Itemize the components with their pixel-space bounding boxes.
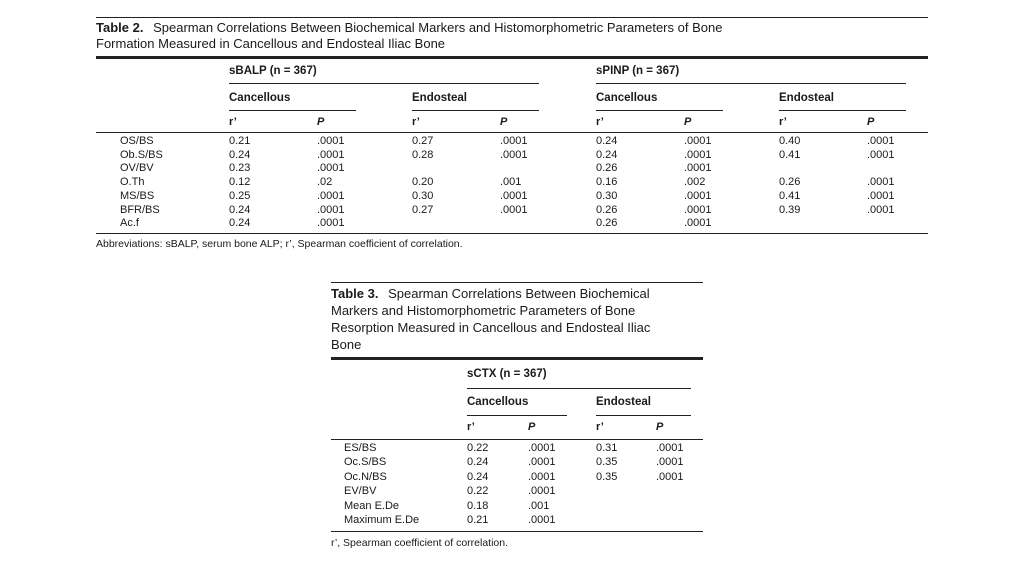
rule xyxy=(96,17,928,18)
row-parameter: Oc.S/BS xyxy=(344,456,387,469)
col-header-r: r’ xyxy=(596,116,604,128)
rule xyxy=(331,531,703,532)
rule xyxy=(96,233,928,234)
row-parameter: OV/BV xyxy=(120,162,154,175)
group-header-sctx: sCTX (n = 367) xyxy=(467,368,547,380)
table-2-caption xyxy=(96,20,722,36)
cell-sbalp-endosteal-r: 0.30 xyxy=(412,189,434,202)
cell-sctx-cancellous-r: 0.24 xyxy=(467,470,489,483)
cell-sctx-cancellous-p: .001 xyxy=(528,499,550,512)
row-parameter: MS/BS xyxy=(120,189,155,202)
col-header-r: r’ xyxy=(412,116,420,128)
cell-sbalp-endosteal-p: .0001 xyxy=(500,135,528,147)
cell-spinp-cancellous-p: .0001 xyxy=(684,162,712,175)
rule xyxy=(229,83,539,84)
cell-spinp-cancellous-p: .002 xyxy=(684,176,706,189)
col-header-p: P xyxy=(656,421,664,433)
row-parameter: OS/BS xyxy=(120,135,154,147)
cell-spinp-cancellous-r: 0.26 xyxy=(596,162,618,175)
cell-sbalp-cancellous-p: .0001 xyxy=(317,189,345,202)
cell-spinp-cancellous-r: 0.26 xyxy=(596,217,618,230)
cell-sbalp-cancellous-p: .0001 xyxy=(317,148,345,161)
cell-sbalp-cancellous-p: .0001 xyxy=(317,135,345,147)
cell-spinp-cancellous-p: .0001 xyxy=(684,203,712,216)
cell-sbalp-cancellous-r: 0.24 xyxy=(229,203,251,216)
row-parameter: Oc.N/BS xyxy=(344,470,387,483)
rule xyxy=(96,56,928,59)
rule xyxy=(331,357,703,360)
cell-sctx-cancellous-r: 0.22 xyxy=(467,485,489,498)
table-3-caption xyxy=(331,286,650,302)
cell-spinp-cancellous-p: .0001 xyxy=(684,189,712,202)
table-3-title-1: Spearman Correlations Between Biochemical xyxy=(388,286,650,301)
sub-header-cancellous: Cancellous xyxy=(467,396,529,408)
rule xyxy=(779,110,906,111)
cell-sctx-endosteal-r: 0.35 xyxy=(596,470,618,483)
row-parameter: O.Th xyxy=(120,176,145,189)
cell-sctx-endosteal-p: .0001 xyxy=(656,456,684,469)
row-parameter: Maximum E.De xyxy=(344,514,420,526)
cell-spinp-cancellous-r: 0.24 xyxy=(596,148,618,161)
cell-spinp-cancellous-p: .0001 xyxy=(684,148,712,161)
cell-sbalp-cancellous-r: 0.25 xyxy=(229,189,251,202)
cell-sbalp-cancellous-r: 0.21 xyxy=(229,135,251,147)
cell-sctx-cancellous-p: .0001 xyxy=(528,442,556,454)
cell-sctx-endosteal-p: .0001 xyxy=(656,442,684,454)
cell-spinp-cancellous-r: 0.16 xyxy=(596,176,618,189)
cell-sbalp-endosteal-p: .001 xyxy=(500,176,522,189)
cell-sctx-cancellous-r: 0.18 xyxy=(467,499,489,512)
cell-sbalp-cancellous-r: 0.12 xyxy=(229,176,251,189)
col-header-p: P xyxy=(684,116,692,128)
rule xyxy=(229,110,356,111)
cell-sbalp-endosteal-r: 0.20 xyxy=(412,176,434,189)
cell-sbalp-cancellous-r: 0.24 xyxy=(229,217,251,230)
col-header-r: r’ xyxy=(596,421,604,433)
cell-sbalp-endosteal-r: 0.27 xyxy=(412,203,434,216)
table-3-title-2: Markers and Histomorphometric Parameters of Bone xyxy=(331,303,636,318)
table-2-label: Table 2. xyxy=(96,20,144,35)
rule xyxy=(467,388,691,389)
cell-spinp-endosteal-r: 0.41 xyxy=(779,148,801,161)
table-3-footnote: r’, Spearman coefficient of correlation. xyxy=(331,537,509,549)
table-3-label: Table 3. xyxy=(331,286,379,301)
cell-spinp-endosteal-r: 0.41 xyxy=(779,189,801,202)
table-2-title-1: Spearman Correlations Between Biochemical Markers and Histomorphometric Parameters of Bone xyxy=(153,20,723,35)
row-parameter: Mean E.De xyxy=(344,499,400,512)
cell-sbalp-cancellous-r: 0.23 xyxy=(229,162,251,175)
table-2-title-2: Formation Measured in Cancellous and Endosteal Iliac Bone xyxy=(96,36,446,51)
cell-sbalp-cancellous-p: .02 xyxy=(317,176,333,189)
cell-sbalp-endosteal-r: 0.28 xyxy=(412,148,434,161)
col-header-p: P xyxy=(500,116,508,128)
sub-header-endosteal: Endosteal xyxy=(596,396,651,408)
cell-spinp-cancellous-r: 0.30 xyxy=(596,189,618,202)
cell-sctx-endosteal-r: 0.31 xyxy=(596,442,618,454)
cell-spinp-cancellous-p: .0001 xyxy=(684,135,712,147)
cell-sbalp-cancellous-p: .0001 xyxy=(317,217,345,230)
rule xyxy=(596,415,691,416)
sub-header-endosteal: Endosteal xyxy=(412,92,467,104)
cell-sbalp-endosteal-r: 0.27 xyxy=(412,135,434,147)
row-parameter: Ob.S/BS xyxy=(120,148,163,161)
col-header-p: P xyxy=(317,116,325,128)
col-header-p: P xyxy=(867,116,875,128)
rule xyxy=(467,415,567,416)
sub-header-cancellous: Cancellous xyxy=(229,92,291,104)
cell-sctx-endosteal-r: 0.35 xyxy=(596,456,618,469)
group-header-spinp: sPINP (n = 367) xyxy=(596,65,680,77)
table-3-title-4: Bone xyxy=(331,337,362,352)
col-header-p: P xyxy=(528,421,536,433)
cell-spinp-endosteal-p: .0001 xyxy=(867,189,895,202)
cell-sbalp-cancellous-p: .0001 xyxy=(317,203,345,216)
cell-sctx-cancellous-r: 0.22 xyxy=(467,442,489,454)
cell-spinp-cancellous-r: 0.26 xyxy=(596,203,618,216)
rule xyxy=(596,110,723,111)
cell-sbalp-endosteal-p: .0001 xyxy=(500,203,528,216)
table-3-title-3: Resorption Measured in Cancellous and Endosteal Iliac xyxy=(331,320,651,335)
cell-sctx-cancellous-r: 0.21 xyxy=(467,514,489,526)
cell-sbalp-cancellous-r: 0.24 xyxy=(229,148,251,161)
row-parameter: BFR/BS xyxy=(120,203,160,216)
rule xyxy=(96,132,928,133)
cell-sctx-cancellous-r: 0.24 xyxy=(467,456,489,469)
row-parameter: EV/BV xyxy=(344,485,377,498)
cell-sctx-cancellous-p: .0001 xyxy=(528,470,556,483)
cell-spinp-endosteal-p: .0001 xyxy=(867,148,895,161)
cell-spinp-endosteal-r: 0.40 xyxy=(779,135,801,147)
row-parameter: Ac.f xyxy=(120,217,139,230)
col-header-r: r’ xyxy=(779,116,787,128)
cell-spinp-endosteal-r: 0.39 xyxy=(779,203,801,216)
cell-sctx-cancellous-p: .0001 xyxy=(528,514,556,526)
rule xyxy=(331,439,703,440)
col-header-r: r’ xyxy=(229,116,237,128)
cell-spinp-endosteal-p: .0001 xyxy=(867,135,895,147)
cell-sctx-endosteal-p: .0001 xyxy=(656,470,684,483)
cell-sbalp-endosteal-p: .0001 xyxy=(500,148,528,161)
cell-sctx-cancellous-p: .0001 xyxy=(528,456,556,469)
rule xyxy=(331,282,703,283)
sub-header-cancellous: Cancellous xyxy=(596,92,658,104)
cell-spinp-cancellous-p: .0001 xyxy=(684,217,712,230)
cell-sbalp-cancellous-p: .0001 xyxy=(317,162,345,175)
rule xyxy=(596,83,906,84)
cell-sctx-cancellous-p: .0001 xyxy=(528,485,556,498)
sub-header-endosteal: Endosteal xyxy=(779,92,834,104)
cell-sbalp-endosteal-p: .0001 xyxy=(500,189,528,202)
table-2-footnote: Abbreviations: sBALP, serum bone ALP; r’, Spearman coefficient of correlation. xyxy=(96,238,463,250)
cell-spinp-endosteal-p: .0001 xyxy=(867,203,895,216)
row-parameter: ES/BS xyxy=(344,442,377,454)
group-header-sbalp: sBALP (n = 367) xyxy=(229,65,317,77)
rule xyxy=(412,110,539,111)
cell-spinp-endosteal-p: .0001 xyxy=(867,176,895,189)
col-header-r: r’ xyxy=(467,421,475,433)
cell-spinp-cancellous-r: 0.24 xyxy=(596,135,618,147)
cell-spinp-endosteal-r: 0.26 xyxy=(779,176,801,189)
